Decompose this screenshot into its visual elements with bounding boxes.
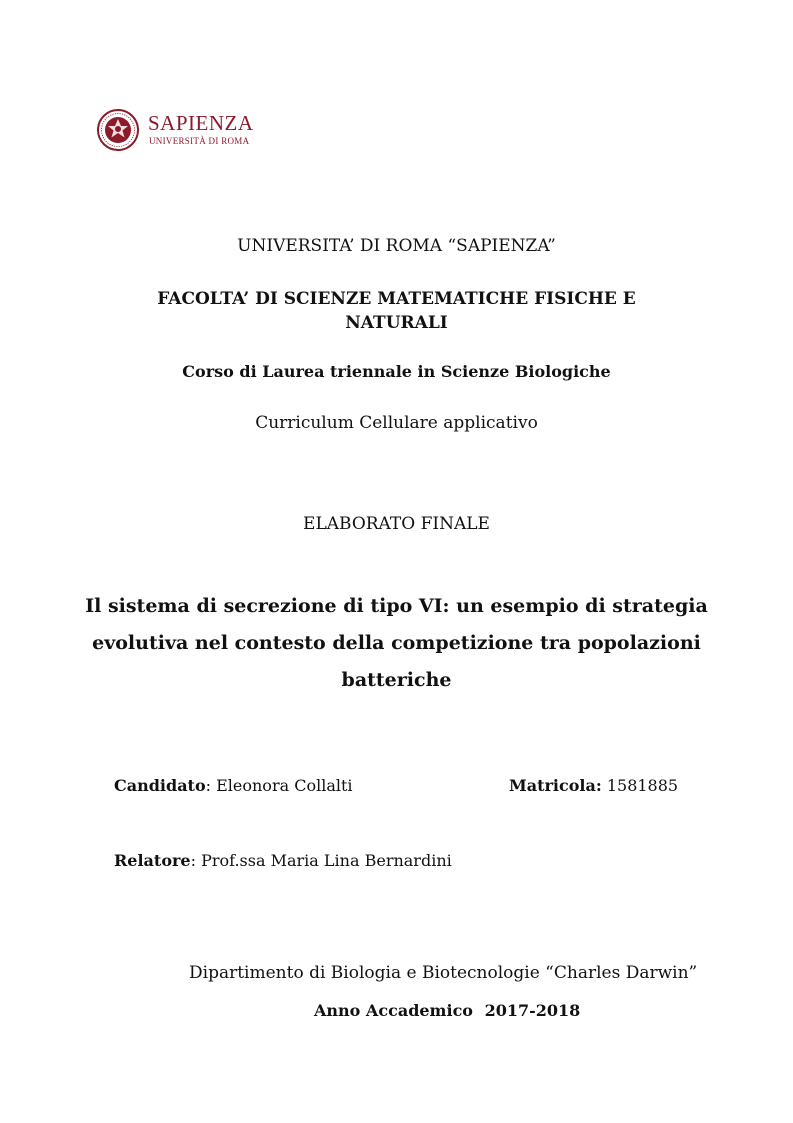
advisor-name: : Prof.ssa Maria Lina Bernardini <box>190 851 452 870</box>
thesis-title-line-3: batteriche <box>341 669 452 691</box>
academic-year <box>314 1001 580 1020</box>
matricola-row <box>509 776 678 795</box>
faculty-name <box>0 287 793 335</box>
candidate-label: Candidato <box>114 776 206 795</box>
thesis-title <box>0 588 793 699</box>
university-name: UNIVERSITA’ DI ROMA “SAPIENZA” <box>237 236 556 256</box>
matricola-label: Matricola: <box>509 776 602 795</box>
faculty-line-1: FACOLTA’ DI SCIENZE MATEMATICHE FISICHE E <box>157 289 636 309</box>
course-name: Corso di Laurea triennale in Scienze Biologiche <box>182 362 611 381</box>
academic-year-label: Anno Accademico <box>314 1001 473 1020</box>
advisor-label: Relatore <box>114 851 191 870</box>
faculty-line-2: NATURALI <box>345 313 448 333</box>
university-logo <box>96 104 256 156</box>
curriculum-name: Curriculum Cellulare applicativo <box>255 413 538 433</box>
advisor-row <box>114 851 452 870</box>
candidate-row <box>114 776 353 795</box>
logo-wordmark: SAPIENZA <box>148 111 254 135</box>
logo-subtitle: UNIVERSITÀ DI ROMA <box>149 136 250 146</box>
thesis-title-line-2: evolutiva nel contesto della competizione tra popolazioni <box>92 632 701 654</box>
thesis-title-line-1: Il sistema di secrezione di tipo VI: un esempio di strategia <box>85 595 708 617</box>
candidate-name: : Eleonora Collalti <box>205 776 353 795</box>
matricola-value: 1581885 <box>601 776 679 795</box>
academic-year-value: 2017-2018 <box>484 1001 581 1020</box>
department-name: Dipartimento di Biologia e Biotecnologie “Charles Darwin” <box>189 963 698 983</box>
document-type: ELABORATO FINALE <box>303 514 490 534</box>
sapienza-seal-icon <box>96 104 140 156</box>
